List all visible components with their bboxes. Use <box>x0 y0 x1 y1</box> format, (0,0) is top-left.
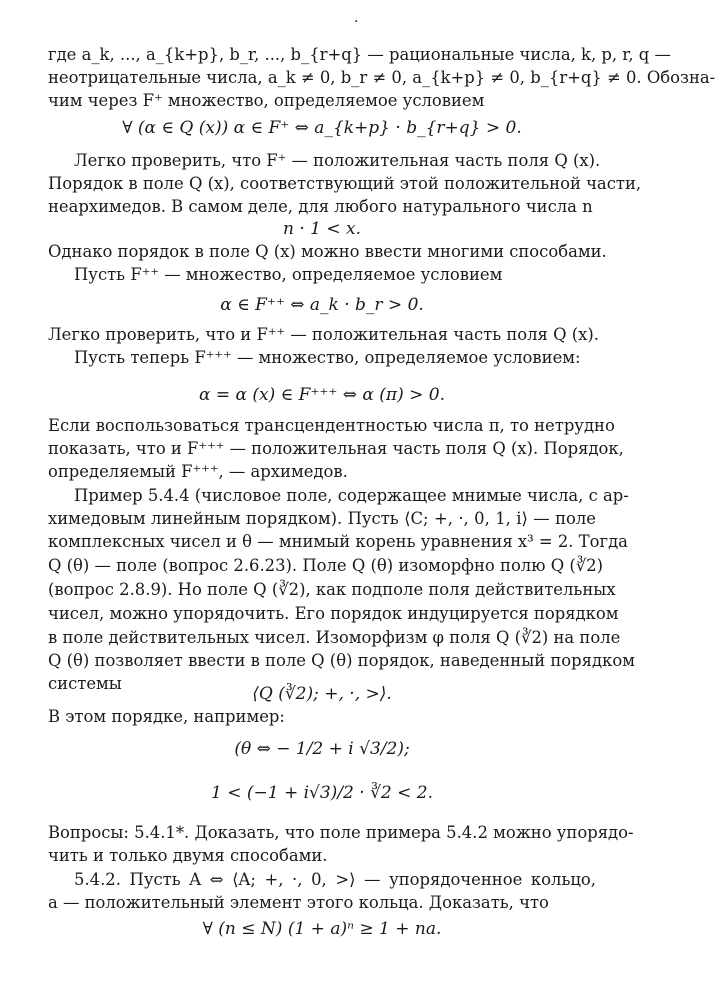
example-line: Пример 5.4.4 (числовое поле, содержащее мнимые числа, с ар- <box>74 486 629 505</box>
text-line: комплексных чисел и θ — мнимый корень уравнения x³ = 2. Тогда <box>48 532 628 551</box>
formula: (θ ⇔ − 1/2 + i √3/2); <box>234 739 410 759</box>
text-line: Однако порядок в поле Q (x) можно ввести многими способами. <box>48 242 607 261</box>
text-line: Легко проверить, что и F⁺⁺ — положительная часть поля Q (x). <box>48 325 599 344</box>
text-line: В этом порядке, например: <box>48 707 285 726</box>
text-line: Порядок в поле Q (x), соответствующий этой положительной части, <box>48 174 642 193</box>
formula: n · 1 < x. <box>282 219 362 239</box>
text-line: Q (θ) — поле (вопрос 2.6.23). Поле Q (θ) изоморфно полю Q (∛2) <box>48 556 604 575</box>
text-line: в поле действительных чисел. Изоморфизм φ поля Q (∛2) на поле <box>48 628 621 647</box>
questions-line: Вопросы: 5.4.1*. Доказать, что поле примера 5.4.2 можно упорядо- <box>48 823 634 842</box>
formula: 1 < (−1 + i√3)/2 · ∛2 < 2. <box>210 783 433 803</box>
text-line: (вопрос 2.8.9). Но поле Q (∛2), как подполе поля действительных <box>48 580 616 599</box>
text-line: a — положительный элемент этого кольца. Доказать, что <box>48 893 549 912</box>
text-line: Пусть теперь F⁺⁺⁺ — множество, определяемое условием: <box>74 348 581 367</box>
text-line: Если воспользоваться трансцендентностью числа π, то нетрудно <box>48 416 615 435</box>
text-line: Пусть F⁺⁺ — множество, определяемое условием <box>74 265 503 284</box>
text-line: неархимедов. В самом деле, для любого натурального числа n <box>48 197 593 216</box>
text-line: где a_k, ..., a_{k+p}, b_r, ..., b_{r+q} — рациональные числа, k, p, r, q — <box>48 45 671 64</box>
text-line: чисел, можно упорядочить. Его порядок индуцируется порядком <box>48 604 619 623</box>
text-line: химедовым линейным порядком). Пусть ⟨C; +, ·, 0, 1, i⟩ — поле <box>48 509 596 528</box>
text-line: чим через F⁺ множество, определяемое условием <box>48 91 485 110</box>
text-line: Q (θ) позволяет ввести в поле Q (θ) порядок, наведенный порядком <box>48 651 635 670</box>
text-line: системы <box>48 674 122 693</box>
text-line: Легко проверить, что F⁺ — положительная часть поля Q (x). <box>74 151 601 170</box>
formula: ∀ (α ∈ Q (x)) α ∈ F⁺ ⇔ a_{k+p} · b_{r+q} > 0. <box>122 118 522 138</box>
formula: ∀ (n ≤ N) (1 + a)ⁿ ≥ 1 + na. <box>202 919 442 939</box>
text-line: 5.4.2. Пусть A ⇔ ⟨A; +, ·, 0, >⟩ — упорядоченное кольцо, <box>74 870 596 889</box>
text-line: неотрицательные числа, a_k ≠ 0, b_r ≠ 0, a_{k+p} ≠ 0, b_{r+q} ≠ 0. Обозна- <box>48 68 715 87</box>
text-line: определяемый F⁺⁺⁺, — архимедов. <box>48 462 348 481</box>
formula: α ∈ F⁺⁺ ⇔ a_k · b_r > 0. <box>220 295 424 315</box>
printer-mark: · <box>354 14 359 30</box>
formula: α = α (x) ∈ F⁺⁺⁺ ⇔ α (π) > 0. <box>198 385 446 405</box>
text-line: показать, что и F⁺⁺⁺ — положительная часть поля Q (x). Порядок, <box>48 439 624 458</box>
text-line: чить и только двумя способами. <box>48 846 328 865</box>
formula: ⟨Q (∛2); +, ·, >⟩. <box>252 684 392 704</box>
